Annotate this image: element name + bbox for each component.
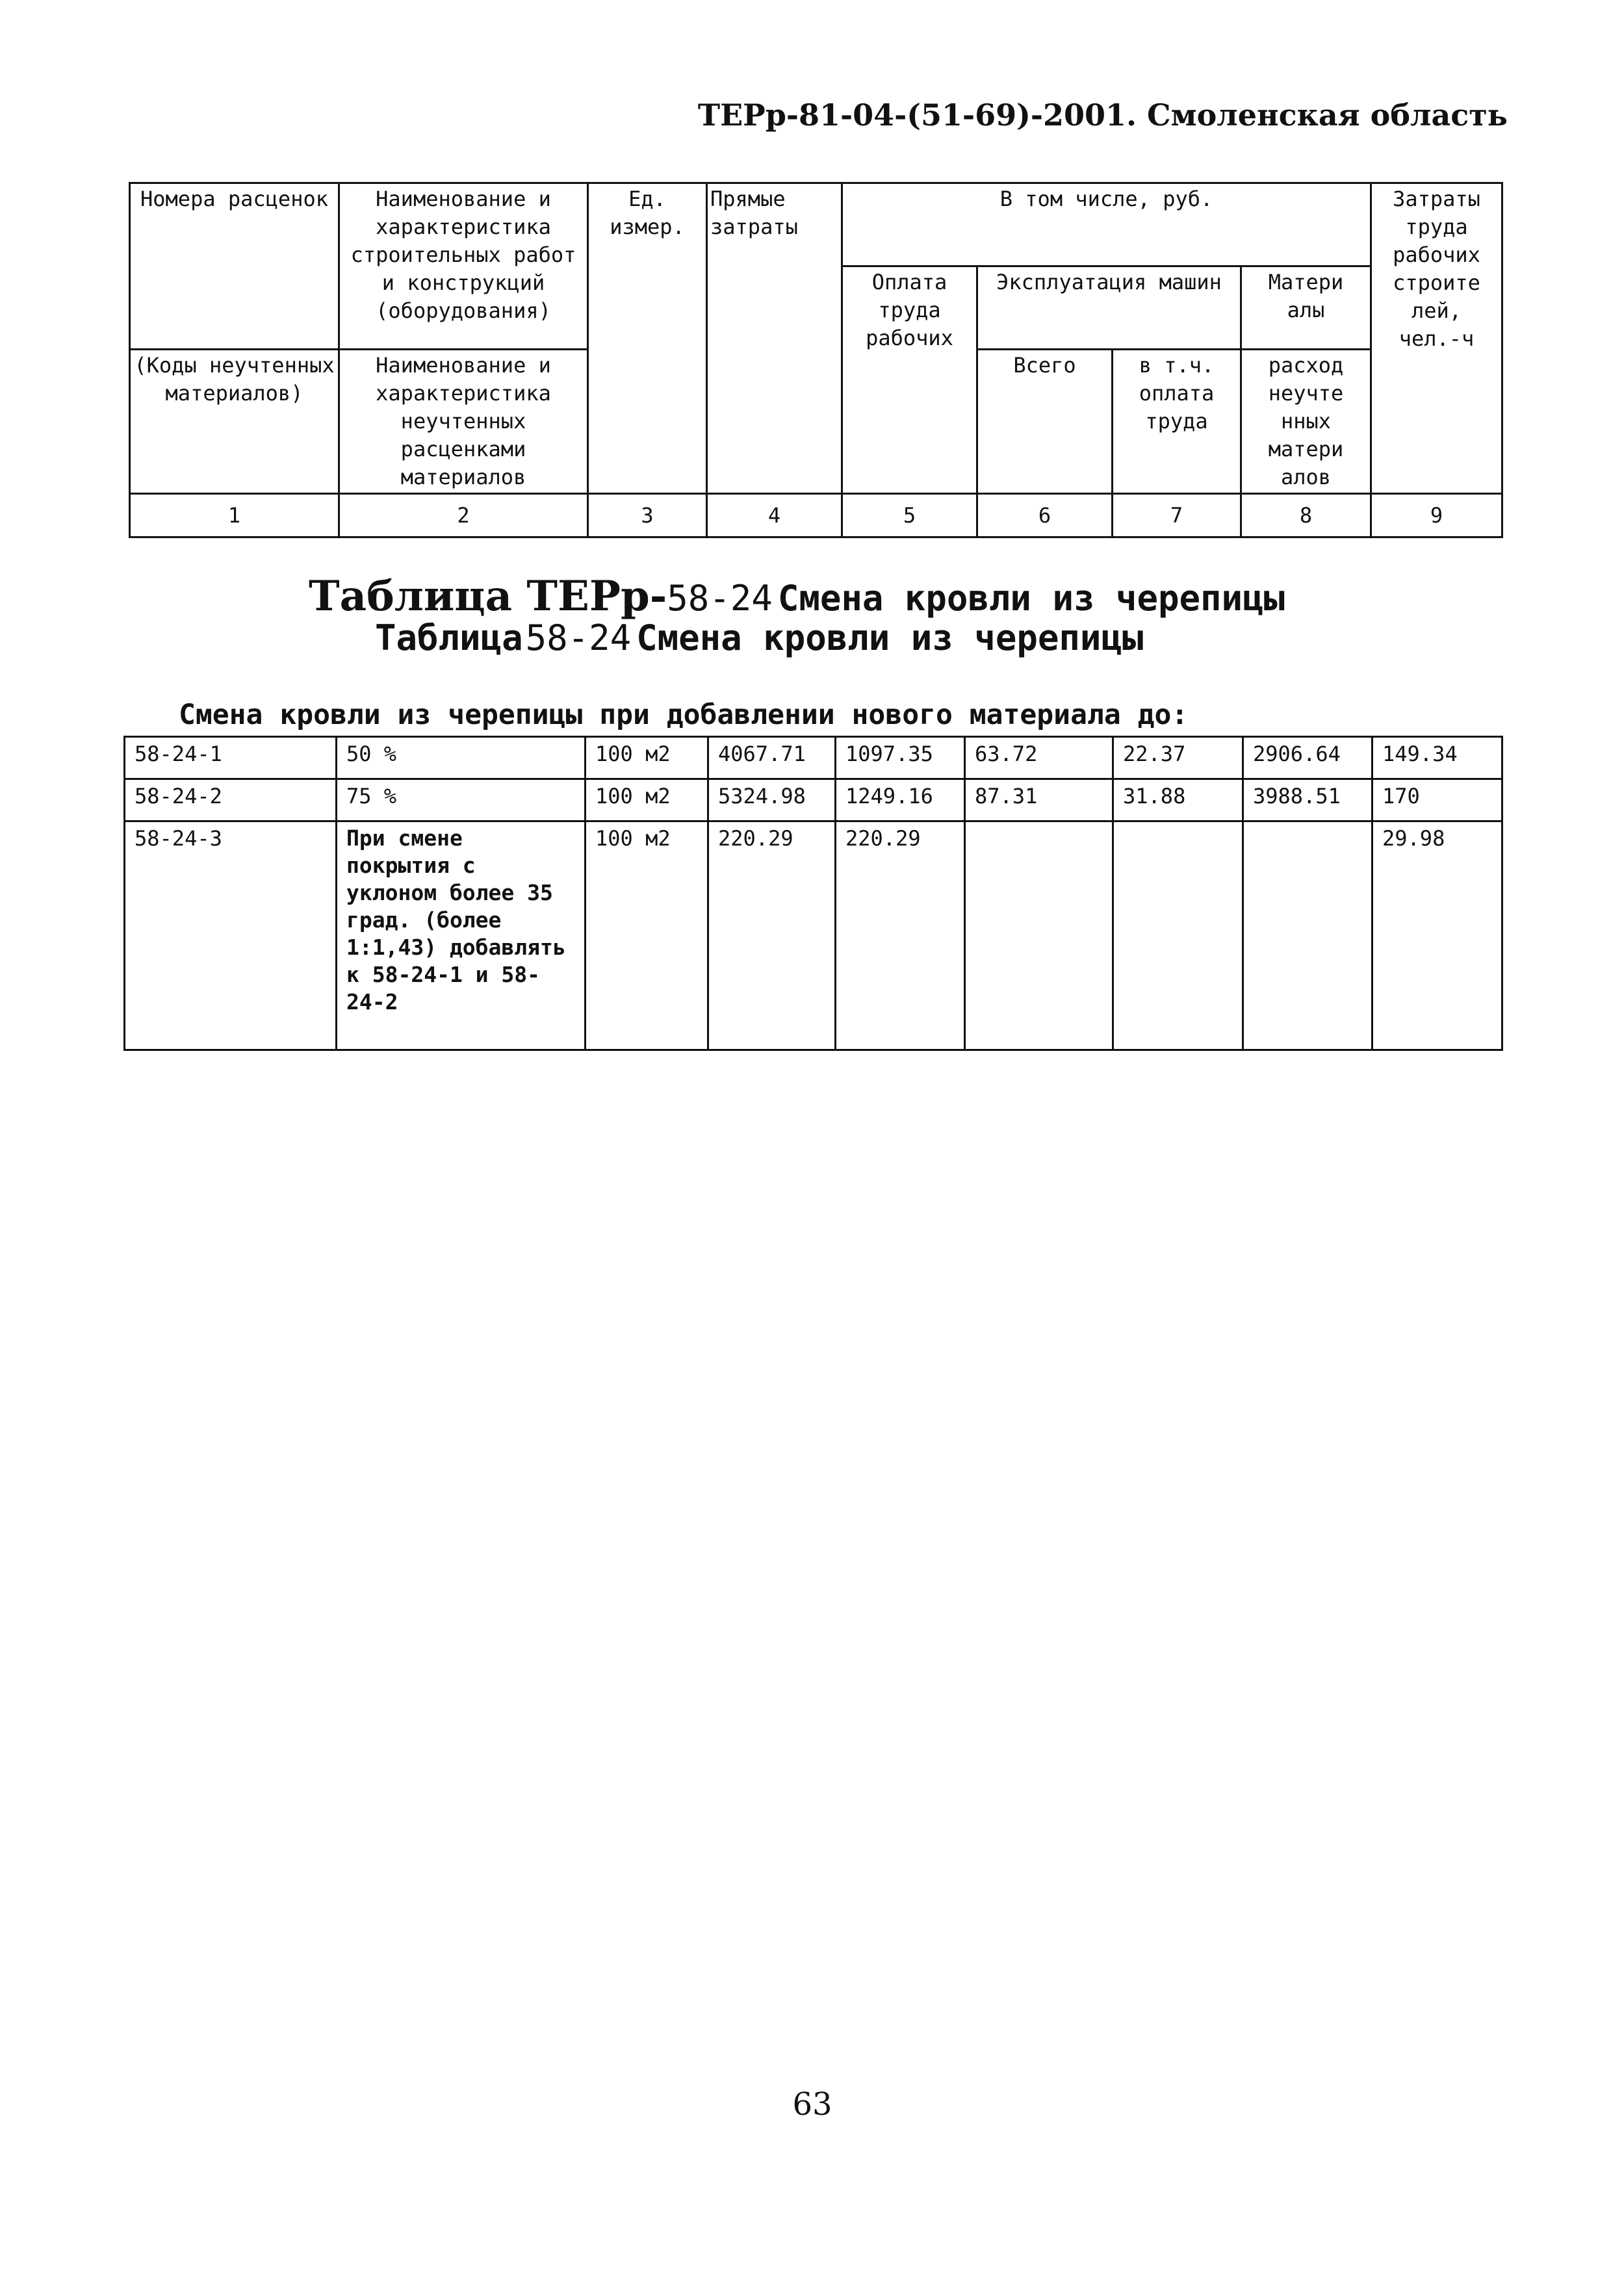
cell-work-hours: 170 (1373, 779, 1502, 821)
table-row (125, 737, 1502, 779)
cell-machines-total: 63.72 (965, 737, 1113, 779)
column-number: 5 (842, 494, 977, 537)
column-number: 1 (130, 494, 339, 537)
title-name: Смена кровли из черепицы (636, 617, 1144, 658)
header-col8-bottom: расход неучте нных матери алов (1241, 350, 1371, 494)
table-title-line1 (309, 572, 1413, 624)
header-col2-top: Наименование и характеристика строительных работ и конструкций (оборудования) (339, 183, 588, 350)
cell-work-hours: 149.34 (1373, 737, 1502, 779)
document-header: ТЕРр-81-04-(51-69)-2001. Смоленская область (697, 97, 1508, 133)
cell-materials: 3988.51 (1243, 779, 1373, 821)
cell-machines-labor: 22.37 (1113, 737, 1243, 779)
header-group: В том числе, руб. (842, 183, 1371, 266)
cell-name: При смене покрытия с уклоном более 35 град. (более 1:1,43) добавлять к 58-24-1 и 58-24-2 (337, 821, 586, 1050)
header-col9: Затраты труда рабочих строите лей, чел.-ч (1371, 183, 1502, 494)
column-header-table (129, 182, 1503, 538)
cell-machines-labor (1113, 821, 1243, 1050)
cell-unit: 100 м2 (586, 821, 708, 1050)
column-number: 8 (1241, 494, 1371, 537)
cell-materials: 2906.64 (1243, 737, 1373, 779)
header-col6: Всего (977, 350, 1113, 494)
title-name: Смена кровли из черепицы (777, 578, 1285, 619)
header-col2-bottom: Наименование и характеристика неучтенных расценками материалов (339, 350, 588, 494)
page-number: 63 (792, 2086, 832, 2123)
column-number: 2 (339, 494, 588, 537)
title-code: 58-24 (667, 578, 773, 619)
cell-direct: 4067.71 (708, 737, 836, 779)
header-col5: Оплата труда рабочих (842, 266, 977, 494)
cell-materials (1243, 821, 1373, 1050)
header-col8-top: Матери алы (1241, 266, 1371, 350)
cell-code: 58-24-2 (125, 779, 337, 821)
title-prefix: Таблица (375, 617, 523, 658)
cell-name: 50 % (337, 737, 586, 779)
column-number: 6 (977, 494, 1113, 537)
table-row (125, 779, 1502, 821)
header-machines: Эксплуатация машин (977, 266, 1241, 350)
cell-name: 75 % (337, 779, 586, 821)
section-caption: Смена кровли из черепицы при добавлении нового материала до: (179, 699, 1189, 731)
cell-code: 58-24-1 (125, 737, 337, 779)
header-col1-top: Номера расценок (130, 183, 339, 350)
column-number: 9 (1371, 494, 1502, 537)
cell-machines-labor: 31.88 (1113, 779, 1243, 821)
cell-labor: 1249.16 (836, 779, 965, 821)
column-number: 7 (1113, 494, 1241, 537)
header-col4: Прямые затраты (707, 183, 842, 494)
header-col3: Ед. измер. (588, 183, 707, 494)
cell-machines-total (965, 821, 1113, 1050)
title-code: 58-24 (525, 617, 632, 658)
column-number: 4 (707, 494, 842, 537)
cell-code: 58-24-3 (125, 821, 337, 1050)
cell-labor: 220.29 (836, 821, 965, 1050)
cell-unit: 100 м2 (586, 779, 708, 821)
header-col1-bottom: (Коды неучтенных материалов) (130, 350, 339, 494)
column-number: 3 (588, 494, 707, 537)
rates-table (123, 736, 1503, 1051)
cell-work-hours: 29.98 (1373, 821, 1502, 1050)
table-row (125, 821, 1502, 1050)
cell-machines-total: 87.31 (965, 779, 1113, 821)
cell-labor: 1097.35 (836, 737, 965, 779)
table-title-line2 (375, 617, 1415, 669)
cell-unit: 100 м2 (586, 737, 708, 779)
header-col7: в т.ч. оплата труда (1113, 350, 1241, 494)
title-prefix: Таблица ТЕРр- (309, 572, 667, 621)
cell-direct: 5324.98 (708, 779, 836, 821)
cell-direct: 220.29 (708, 821, 836, 1050)
